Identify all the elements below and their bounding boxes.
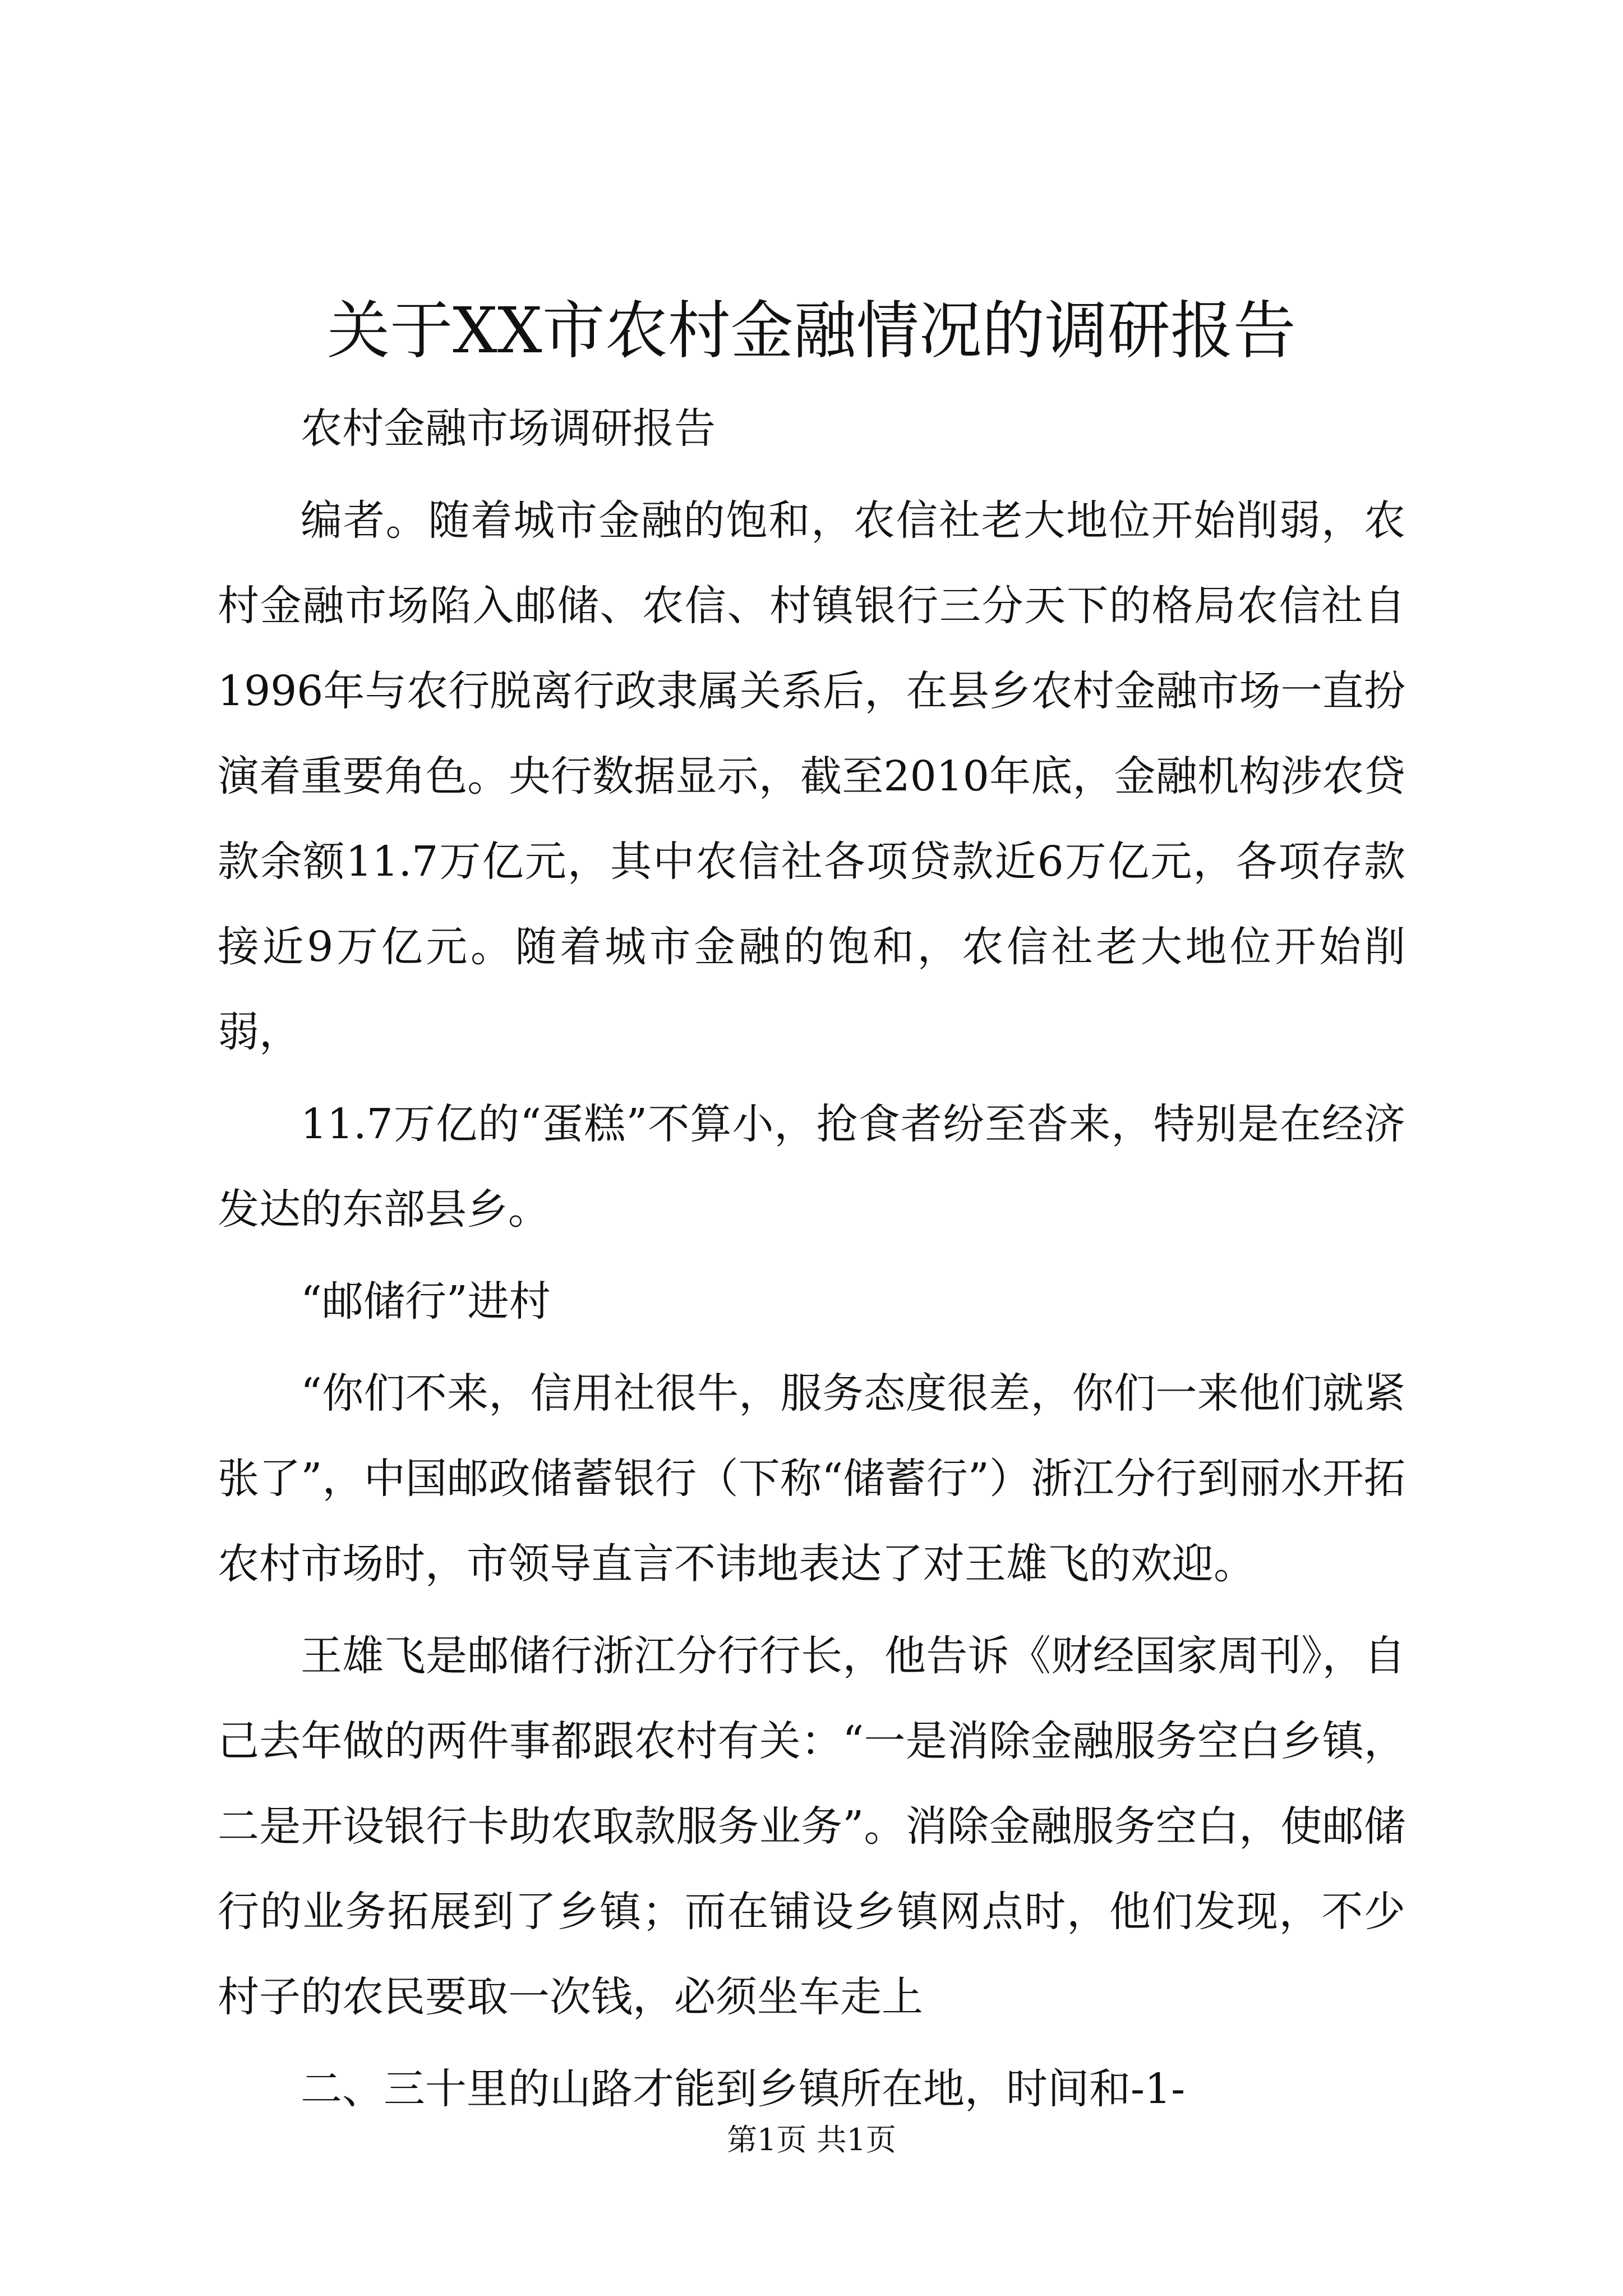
paragraph-intro: 编者。随着城市金融的饱和，农信社老大地位开始削弱，农村金融市场陷入邮储、农信、村镇银行三分天下的格局农信社自1996年与农行脱离行政隶属关系后，在县乡农村金融市场一直扮演着重要角色。央行数据显示，截至2010年底，金融机构涉农贷款余额11.7万亿元，其中农信社各项贷款近6万亿元，各项存款接近9万亿元。随着城市金融的饱和，农信社老大地位开始削弱， (218, 496, 1405, 1056)
page-footer: 第1页 共1页 (727, 2122, 896, 2157)
paragraph-subtitle: 农村金融市场调研报告 (301, 404, 716, 453)
paragraph-quote: “你们不来，信用社很牛，服务态度很差，你们一来他们就紧张了”，中国邮政储蓄银行（下称“储蓄行”）浙江分行到丽水开拓农村市场时，市领导直言不讳地表达了对王雄飞的欢迎。 (218, 1369, 1405, 1588)
paragraph-wang: 王雄飞是邮储行浙江分行行长，他告诉《财经国家周刊》，自己去年做的两件事都跟农村有关：“一是消除金融服务空白乡镇，二是开设银行卡助农取款服务业务”。消除金融服务空白，使邮储行的业务拓展到了乡镇；而在铺设乡镇网点时，他们发现，不少村子的农民要取一次钱，必须坐车走上 (218, 1632, 1405, 2021)
document-body (218, 386, 1405, 2138)
paragraph-road: 二、三十里的山路才能到乡镇所在地，时间和-1- (301, 2065, 1186, 2113)
section-heading: “邮储行”进村 (301, 1277, 551, 1326)
paragraph-cake: 11.7万亿的“蛋糕”不算小，抢食者纷至沓来，特别是在经济发达的东部县乡。 (218, 1100, 1405, 1234)
document-title: 关于XX市农村金融情况的调研报告 (327, 295, 1296, 367)
